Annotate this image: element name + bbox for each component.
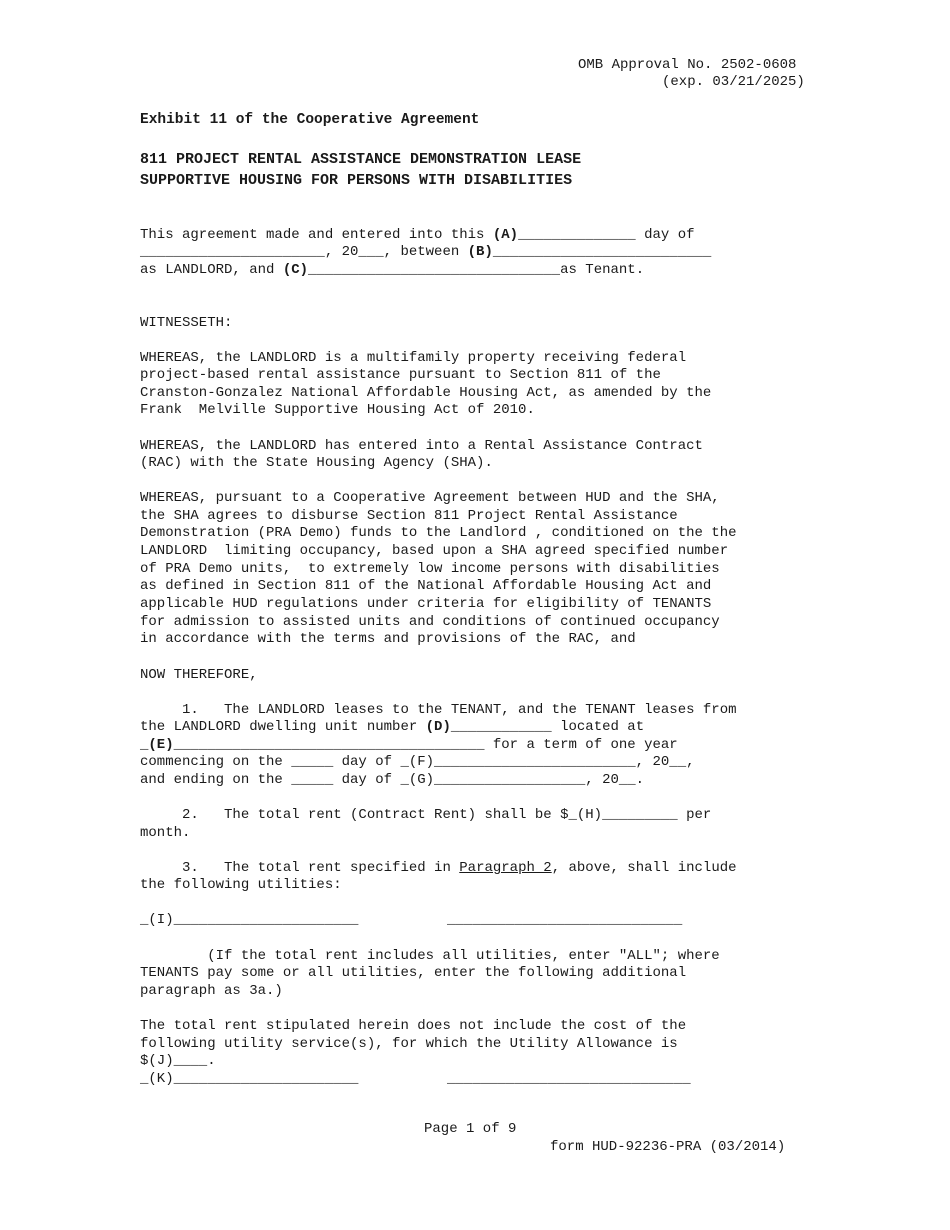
paragraph-2-reference: Paragraph 2	[459, 860, 552, 876]
witnesseth-heading: WITNESSETH:	[140, 315, 233, 331]
paragraph-3a-line: The total rent stipulated herein does not include the cost of the	[140, 1018, 687, 1034]
whereas-3-line: applicable HUD regulations under criteria for eligibility of TENANTS	[140, 596, 712, 612]
paragraph-2-line-2: month.	[140, 825, 191, 841]
whereas-3-line: in accordance with the terms and provisions of the RAC, and	[140, 631, 636, 647]
paragraph-2-line-1[interactable]: 2. The total rent (Contract Rent) shall be $_(H)_________ per	[140, 807, 712, 823]
whereas-3-line: for admission to assisted units and conditions of continued occupancy	[140, 614, 720, 630]
field-d-label: (D)	[425, 719, 451, 735]
field-c-label: (C)	[282, 262, 309, 278]
field-i-blank[interactable]: _(I)______________________	[140, 912, 359, 928]
field-k-blank[interactable]: _(K)______________________	[140, 1071, 359, 1087]
agreement-line-3: as LANDLORD, and (C)______________________________as Tenant.	[140, 262, 645, 278]
omb-approval-number: OMB Approval No. 2502-0608	[578, 57, 797, 73]
date-blank[interactable]: ______________________, 20___, between	[140, 244, 468, 260]
whereas-2-line: WHEREAS, the LANDLORD has entered into a Rental Assistance Contract	[140, 438, 703, 454]
utility-blank-k[interactable]: _____________________________	[447, 1071, 691, 1087]
utilities-note-line: paragraph as 3a.)	[140, 983, 283, 999]
whereas-3-line: WHEREAS, pursuant to a Cooperative Agreement between HUD and the SHA,	[140, 490, 720, 506]
field-e-blank[interactable]: _____________________________________ for a term of one year	[173, 737, 678, 753]
field-j-blank[interactable]: $(J)____.	[140, 1053, 216, 1069]
field-b-blank[interactable]: __________________________	[492, 244, 712, 260]
field-c-blank[interactable]: ______________________________as Tenant.	[308, 262, 645, 278]
page-number: Page 1 of 9	[424, 1121, 517, 1137]
paragraph-3a-line: following utility service(s), for which the Utility Allowance is	[140, 1036, 678, 1052]
whereas-3-line: LANDLORD limiting occupancy, based upon a SHA agreed specified number	[140, 543, 729, 559]
whereas-1-line: Cranston-Gonzalez National Affordable Housing Act, as amended by the	[140, 385, 712, 401]
utilities-note-line: TENANTS pay some or all utilities, enter the following additional	[140, 965, 687, 981]
utilities-note-line: (If the total rent includes all utilities, enter "ALL"; where	[140, 948, 720, 964]
form-number: form HUD-92236-PRA (03/2014)	[550, 1139, 786, 1155]
lease-title-line-2: SUPPORTIVE HOUSING FOR PERSONS WITH DISABILITIES	[140, 172, 573, 189]
whereas-2-line: (RAC) with the State Housing Agency (SHA).	[140, 455, 493, 471]
whereas-3-line: as defined in Section 811 of the National Affordable Housing Act and	[140, 578, 712, 594]
field-a-blank[interactable]: ______________ day of	[518, 227, 695, 243]
lease-title-line-1: 811 PROJECT RENTAL ASSISTANCE DEMONSTRATION LEASE	[140, 151, 582, 168]
omb-expiration: (exp. 03/21/2025)	[662, 74, 805, 90]
whereas-1-line: project-based rental assistance pursuant to Section 811 of the	[140, 367, 661, 383]
whereas-3-line: Demonstration (PRA Demo) funds to the Landlord , conditioned on the the	[140, 525, 737, 541]
field-a-label: (A)	[492, 227, 519, 243]
whereas-1-line: Frank Melville Supportive Housing Act of 2010.	[140, 402, 535, 418]
paragraph-3-line-1: 3. The total rent specified in Paragraph 2, above, shall include	[140, 860, 737, 876]
whereas-3-line: the SHA agrees to disburse Section 811 Project Rental Assistance	[140, 508, 678, 524]
paragraph-3-line-2: the following utilities:	[140, 877, 342, 893]
agreement-line-1: This agreement made and entered into this (A)______________ day of	[140, 227, 695, 243]
field-b-label: (B)	[467, 244, 493, 260]
paragraph-1-line-2: the LANDLORD dwelling unit number (D)____________ located at	[140, 719, 645, 735]
paragraph-1-line-3: _(E)_____________________________________ for a term of one year	[140, 737, 678, 753]
whereas-3-line: of PRA Demo units, to extremely low income persons with disabilities	[140, 561, 720, 577]
now-therefore-heading: NOW THEREFORE,	[140, 667, 258, 683]
whereas-1-line: WHEREAS, the LANDLORD is a multifamily property receiving federal	[140, 350, 687, 366]
paragraph-1-line-4[interactable]: commencing on the _____ day of _(F)________________________, 20__,	[140, 754, 695, 770]
paragraph-1-line-5[interactable]: and ending on the _____ day of _(G)__________________, 20__.	[140, 772, 645, 788]
agreement-line-2	[140, 244, 711, 262]
field-e-label: (E)	[148, 737, 174, 753]
utility-blank-i[interactable]: ____________________________	[447, 912, 683, 928]
exhibit-title: Exhibit 11 of the Cooperative Agreement	[140, 112, 480, 128]
field-d-blank[interactable]: ____________ located at	[450, 719, 645, 735]
paragraph-1-line-1: 1. The LANDLORD leases to the TENANT, and the TENANT leases from	[140, 702, 737, 718]
